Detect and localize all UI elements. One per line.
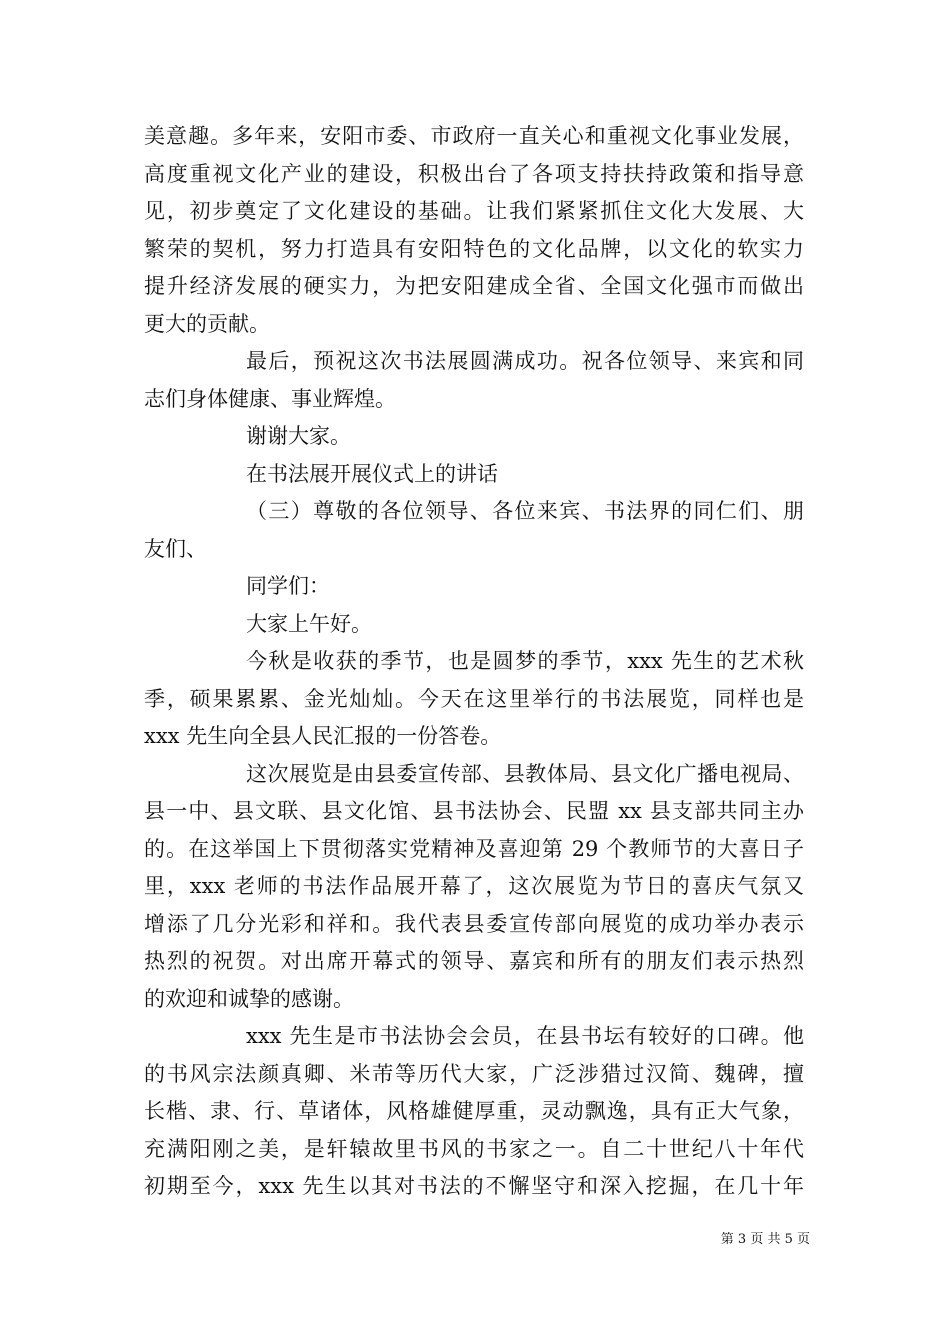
text-line: 美意趣。多年来，安阳市委、市政府一直关心和重视文化事业发展， [144, 124, 804, 148]
paragraph [144, 606, 804, 644]
text-line: 同学们： [246, 574, 330, 598]
document-body [144, 118, 804, 1206]
text-line: 提升经济发展的硬实力，为把安阳建成全省、全国文化强市而做出 [144, 274, 804, 298]
text-line: 高度重视文化产业的建设，积极出台了各项支持扶持政策和指导意 [144, 161, 804, 186]
text-line: 繁荣的契机，努力打造具有安阳特色的文化品牌，以文化的软实力 [144, 236, 804, 261]
text-line: 季，硕果累累、金光灿灿。今天在这里举行的书法展览，同样也是 [144, 686, 804, 711]
paragraph [144, 568, 804, 606]
text-line: （三）尊敬的各位领导、各位来宾、书法界的同仁们、朋 [246, 499, 804, 523]
paragraph [144, 418, 804, 456]
text-line: 增添了几分光彩和祥和。我代表县委宣传部向展览的成功举办表示 [144, 911, 804, 936]
section-heading [144, 456, 804, 494]
text-line: 谢谢大家。 [246, 424, 351, 448]
text-line: 的欢迎和诚挚的感谢。 [144, 986, 354, 1011]
text-line: 长楷、隶、行、草诸体，风格雄健厚重，灵动飘逸，具有正大气象， [144, 1099, 804, 1123]
paragraph [144, 643, 804, 756]
text-line: 见，初步奠定了文化建设的基础。让我们紧紧抓住文化大发展、大 [144, 199, 804, 223]
text-line: xxx 先生是市书法协会会员，在县书坛有较好的口碑。他 [246, 1024, 804, 1048]
text-line: 这次展览是由县委宣传部、县教体局、县文化广播电视局、 [246, 761, 804, 786]
text-line: 今秋是收获的季节，也是圆梦的季节，xxx 先生的艺术秋 [246, 649, 804, 673]
text-line: 县一中、县文联、县文化馆、县书法协会、民盟 xx 县支部共同主办 [144, 799, 804, 823]
text-line: 热烈的祝贺。对出席开幕式的领导、嘉宾和所有的朋友们表示热烈 [144, 949, 804, 973]
text-line: 的。在这举国上下贯彻落实党精神及喜迎第 29 个教师节的大喜日子 [144, 836, 804, 861]
text-line: 志们身体健康、事业辉煌。 [144, 386, 396, 411]
text-line: 最后，预祝这次书法展圆满成功。祝各位领导、来宾和同 [246, 349, 804, 373]
text-line: 里，xxx 老师的书法作品展开幕了，这次展览为节日的喜庆气氛又 [144, 874, 804, 898]
paragraph [144, 118, 804, 343]
text-line: xxx 先生向全县人民汇报的一份答卷。 [144, 724, 502, 748]
text-line: 初期至今，xxx 先生以其对书法的不懈坚守和深入挖掘，在几十年 [144, 1174, 804, 1198]
text-line: 在书法展开展仪式上的讲话 [246, 461, 498, 486]
text-line: 充满阳刚之美，是轩辕故里书风的书家之一。自二十世纪八十年代 [144, 1136, 804, 1161]
paragraph [144, 756, 804, 1019]
text-line: 更大的贡献。 [144, 311, 270, 336]
text-line: 友们、 [144, 536, 207, 561]
text-line: 大家上午好。 [246, 611, 372, 636]
paragraph [144, 1018, 804, 1206]
paragraph [144, 343, 804, 418]
text-line: 的书风宗法颜真卿、米芾等历代大家，广泛涉猎过汉简、魏碑，擅 [144, 1061, 804, 1086]
page-number-footer: 第 3 页 共 5 页 [720, 1232, 810, 1247]
paragraph [144, 493, 804, 568]
